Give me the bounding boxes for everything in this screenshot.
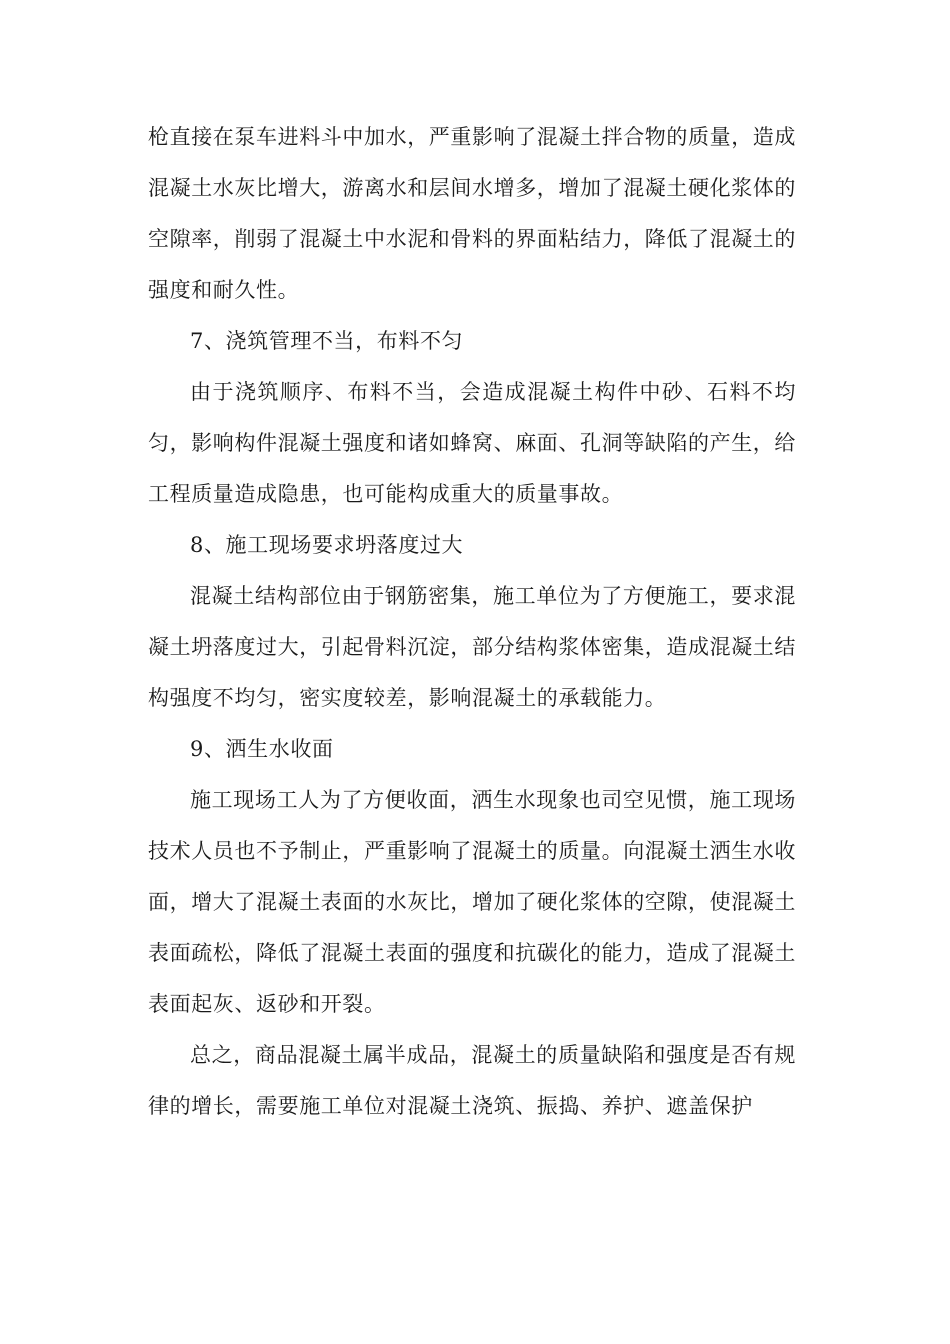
paragraph-section-7: 由于浇筑顺序、布料不当，会造成混凝土构件中砂、石料不均匀，影响构件混凝土强度和诸如蜂窝、麻面、孔洞等缺陷的产生，给工程质量造成隐患，也可能构成重大的质量事故。	[148, 380, 796, 506]
paragraph-summary: 总之，商品混凝土属半成品，混凝土的质量缺陷和强度是否有规律的增长，需要施工单位对混凝土浇筑、振捣、养护、遮盖保护	[148, 1043, 796, 1118]
section-heading-8: 8、施工现场要求坍落度过大	[190, 533, 464, 557]
paragraph-continued: 枪直接在泵车进料斗中加水，严重影响了混凝土拌合物的质量，造成混凝土水灰比增大，游离水和层间水增多，增加了混凝土硬化浆体的空隙率，削弱了混凝土中水泥和骨料的界面粘结力，降低了混凝土的强度和耐久性。	[148, 125, 796, 302]
document-body	[148, 112, 796, 1132]
paragraph-section-8: 混凝土结构部位由于钢筋密集，施工单位为了方便施工，要求混凝土坍落度过大，引起骨料沉淀，部分结构浆体密集，造成混凝土结构强度不均匀，密实度较差，影响混凝土的承载能力。	[148, 584, 796, 710]
section-heading-9: 9、洒生水收面	[190, 737, 334, 761]
paragraph-section-9: 施工现场工人为了方便收面，洒生水现象也司空见惯，施工现场技术人员也不予制止，严重影响了混凝土的质量。向混凝土洒生水收面，增大了混凝土表面的水灰比，增加了硬化浆体的空隙，使混凝土表面疏松，降低了混凝土表面的强度和抗碳化的能力，造成了混凝土表面起灰、返砂和开裂。	[148, 788, 796, 1016]
section-heading-7: 7、浇筑管理不当，布料不匀	[190, 329, 464, 353]
